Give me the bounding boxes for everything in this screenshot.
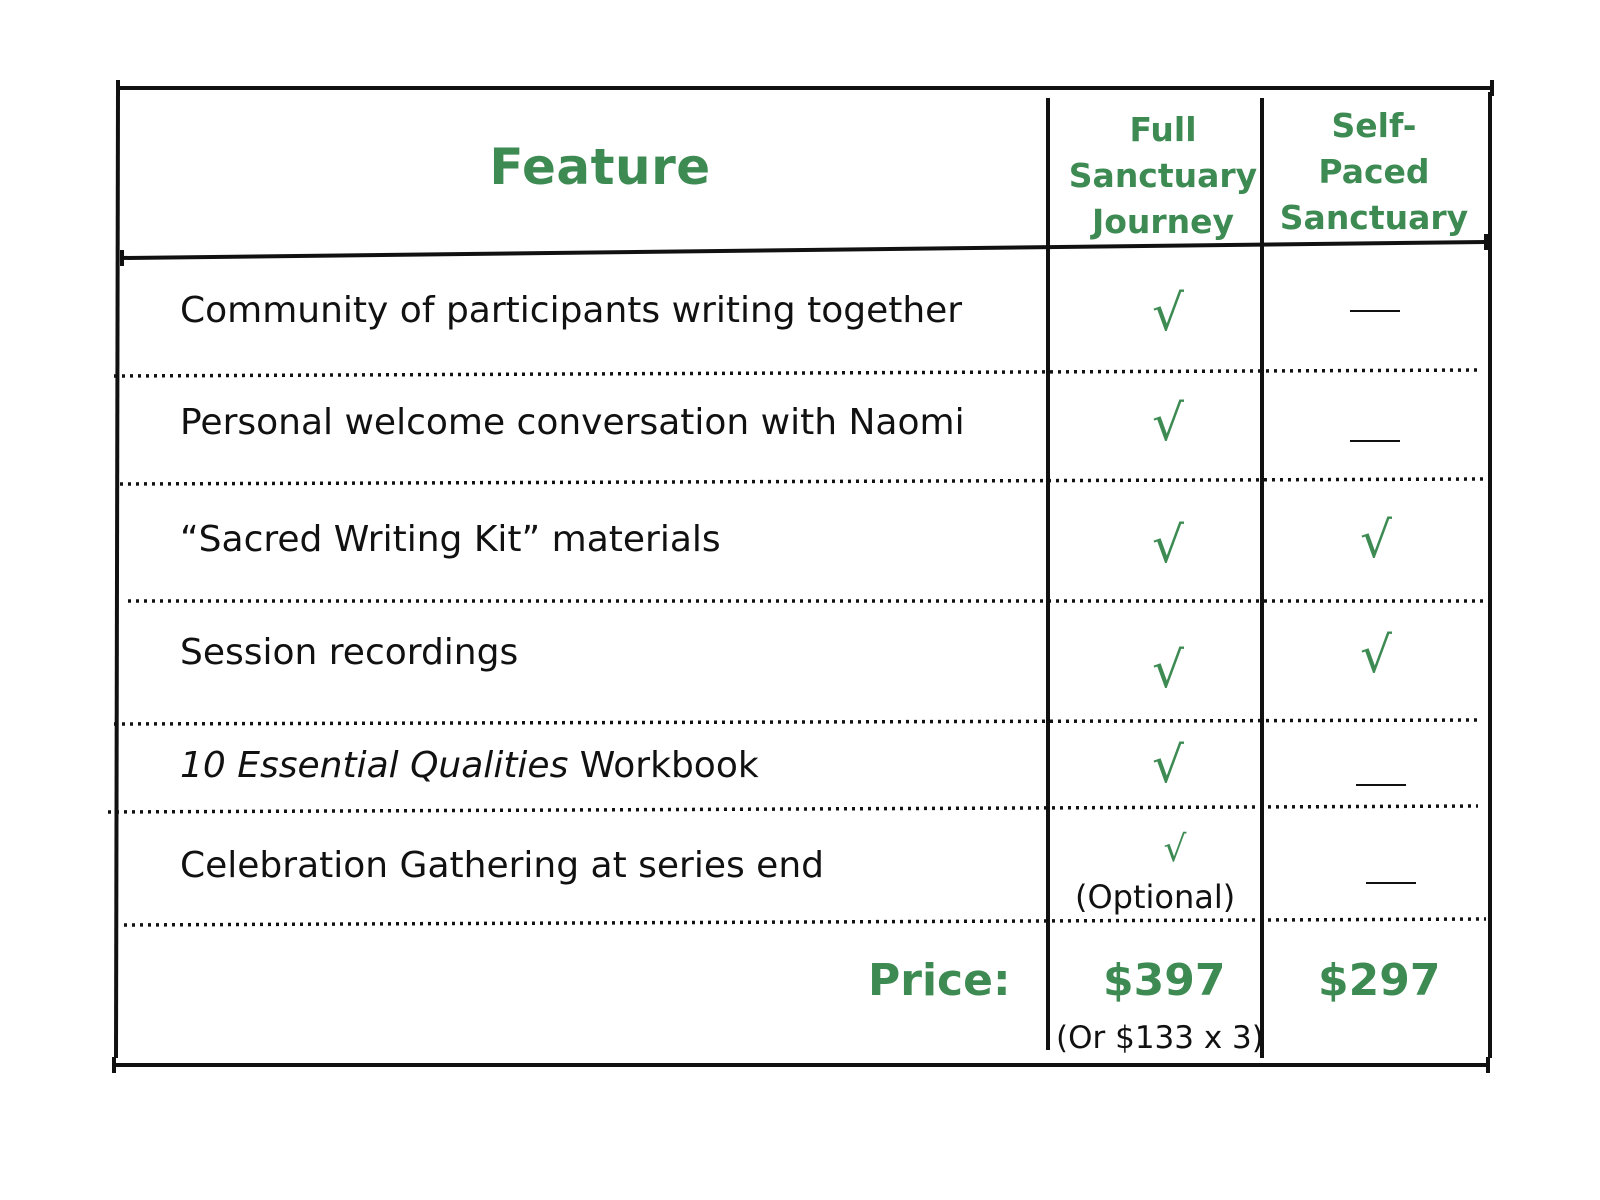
full-header-line-3: Journey [1091, 202, 1235, 241]
feature-row-workbook [180, 745, 759, 786]
optional-note: (Optional) [1075, 878, 1236, 916]
check-icon: √ [1163, 829, 1187, 870]
self-header-line-2: Paced [1318, 152, 1430, 191]
full-header-line-1: Full [1129, 110, 1197, 149]
feature-row-celebration: Celebration Gathering at series end [180, 845, 824, 886]
check-icon: √ [1360, 626, 1392, 684]
price-label: Price: [868, 955, 1011, 1006]
feature-row-welcome: Personal welcome conversation with Naomi [180, 402, 965, 443]
feature-row-writing-kit: “Sacred Writing Kit” materials [180, 519, 721, 560]
check-icon: √ [1152, 736, 1184, 794]
check-icon: √ [1152, 641, 1184, 699]
feature-header: Feature [489, 138, 711, 196]
self-paced-price: $297 [1318, 955, 1441, 1006]
check-icon: √ [1152, 284, 1184, 342]
feature-row-recordings: Session recordings [180, 632, 519, 673]
workbook-title: 10 Essential Qualities [180, 745, 569, 786]
feature-row-community: Community of participants writing together [180, 290, 963, 331]
dash-icon [1350, 310, 1400, 312]
full-sanctuary-header [1058, 107, 1268, 245]
workbook-suffix: Workbook [568, 745, 759, 786]
self-paced-header [1269, 103, 1479, 241]
dash-icon [1350, 440, 1400, 442]
dash-icon [1356, 784, 1406, 786]
full-header-line-2: Sanctuary [1068, 156, 1258, 195]
self-header-line-1: Self- [1331, 106, 1417, 145]
full-price: $397 [1103, 955, 1226, 1006]
dash-icon [1366, 882, 1416, 884]
check-icon: √ [1152, 394, 1184, 452]
installment-note: (Or $133 x 3) [1056, 1020, 1264, 1056]
check-icon: √ [1360, 511, 1392, 569]
check-icon: √ [1152, 516, 1184, 574]
self-header-line-3: Sanctuary [1279, 198, 1469, 237]
